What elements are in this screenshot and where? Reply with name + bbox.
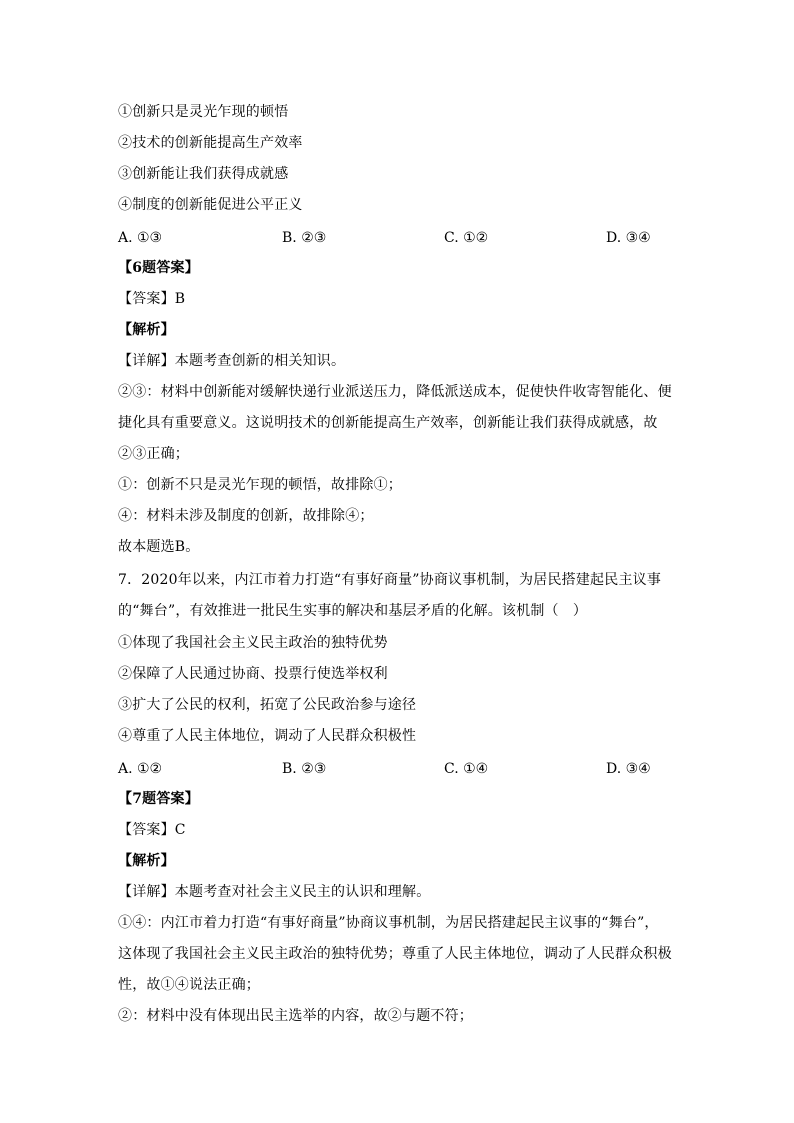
q7-option-3: ③扩大了公民的权利，拓宽了公民政治参与途径 bbox=[118, 697, 417, 713]
q6-explain-line: 捷化具有重要意义。这说明技术的创新能提高生产效率，创新能让我们获得成就感，故 bbox=[118, 415, 658, 431]
q6-answer: 【答案】B bbox=[118, 291, 186, 307]
q7-answer: 【答案】C bbox=[118, 822, 186, 838]
q6-explain-line: ②③：材料中创新能对缓解快递行业派送压力，降低派送成本，促使快件收寄智能化、便 bbox=[118, 384, 672, 400]
q7-explain-line: 这体现了我国社会主义民主政治的独特优势；尊重了人民主体地位，调动了人民群众积极 bbox=[118, 946, 672, 962]
q7-option-1: ①体现了我国社会主义民主政治的独特优势 bbox=[118, 635, 388, 651]
q7-choice-d: D. ③④ bbox=[606, 761, 651, 777]
q7-explain-line: ②：材料中没有体现出民主选举的内容，故②与题不符； bbox=[118, 1008, 473, 1024]
q6-option-3: ③创新能让我们获得成就感 bbox=[118, 166, 289, 182]
q7-explain-line: 性，故①④说法正确； bbox=[118, 977, 260, 993]
q7-option-4: ④尊重了人民主体地位，调动了人民群众积极性 bbox=[118, 728, 417, 744]
q7-detail: 【详解】本题考查对社会主义民主的认识和理解。 bbox=[118, 884, 431, 900]
q7-option-2: ②保障了人民通过协商、投票行使选举权利 bbox=[118, 666, 388, 682]
q6-choice-d: D. ③④ bbox=[606, 230, 651, 246]
q6-option-4: ④制度的创新能促进公平正义 bbox=[118, 197, 303, 213]
q6-choice-a: A. ①③ bbox=[118, 230, 163, 246]
q6-option-2: ②技术的创新能提高生产效率 bbox=[118, 135, 303, 151]
q6-choice-b: B. ②③ bbox=[282, 230, 327, 246]
q6-explain-line: ②③正确； bbox=[118, 446, 189, 462]
q6-answer-header: 【6题答案】 bbox=[118, 260, 199, 276]
q7-choice-b: B. ②③ bbox=[282, 761, 327, 777]
q6-option-1: ①创新只是灵光乍现的顿悟 bbox=[118, 104, 289, 120]
q6-explain-line: 故本题选B。 bbox=[118, 539, 200, 555]
q7-choice-c: C. ①④ bbox=[444, 761, 489, 777]
q7-stem-line: 7．2020年以来，内江市着力打造“有事好商量”协商议事机制，为居民搭建起民主议事 bbox=[118, 572, 662, 588]
q7-stem-line: 的“舞台”，有效推进一批民生实事的解决和基层矛盾的化解。该机制（ ） bbox=[118, 603, 588, 619]
q6-explain-line: ①：创新不只是灵光乍现的顿悟，故排除①； bbox=[118, 477, 402, 493]
q6-analysis-header: 【解析】 bbox=[118, 322, 175, 338]
q6-detail: 【详解】本题考查创新的相关知识。 bbox=[118, 353, 346, 369]
q7-choice-a: A. ①② bbox=[118, 761, 163, 777]
q6-explain-line: ④：材料未涉及制度的创新，故排除④； bbox=[118, 508, 374, 524]
q6-choice-c: C. ①② bbox=[444, 230, 489, 246]
q7-analysis-header: 【解析】 bbox=[118, 853, 175, 869]
q7-answer-header: 【7题答案】 bbox=[118, 791, 199, 807]
q7-explain-line: ①④：内江市着力打造“有事好商量”协商议事机制，为居民搭建起民主议事的“舞台”， bbox=[118, 915, 659, 931]
